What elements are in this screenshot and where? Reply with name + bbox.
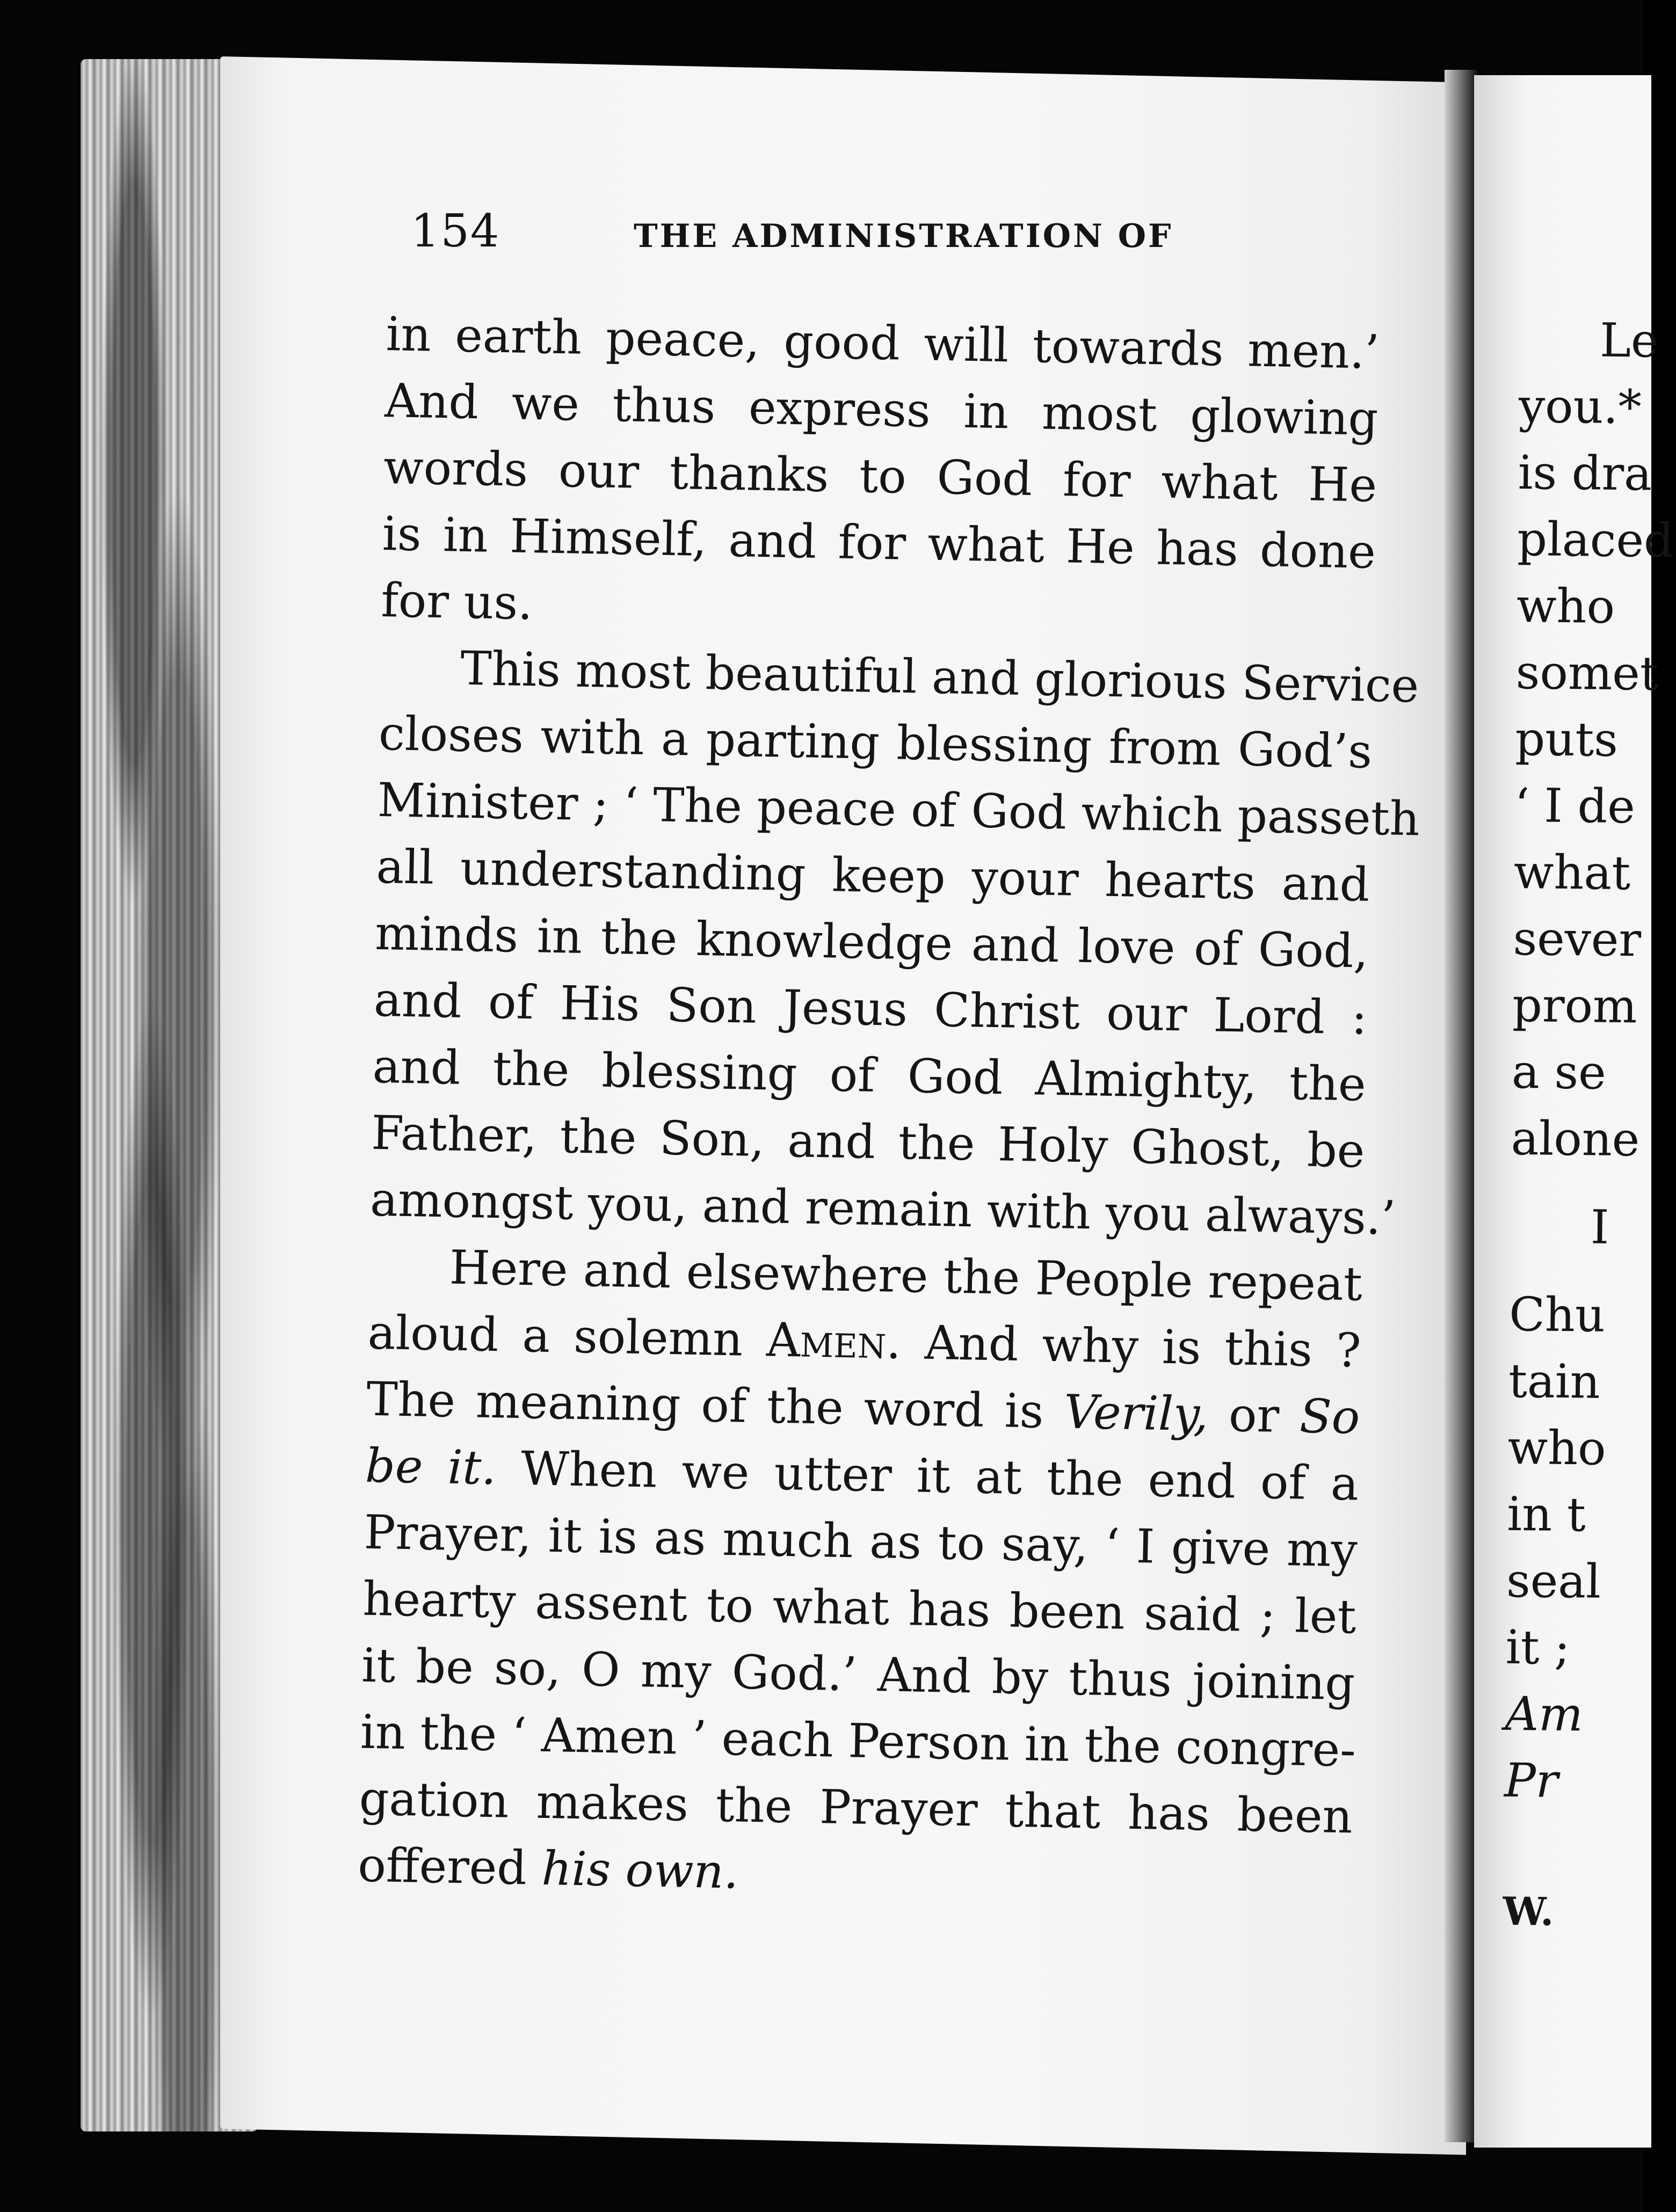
text-fragment: his own. — [541, 1840, 739, 1900]
text-line: words our thanks to God for what He — [383, 439, 1377, 513]
right-page-line: who — [1507, 1420, 1607, 1476]
text-fragment: . And why is this ? — [886, 1314, 1362, 1378]
text-line: gation makes the Prayer that has been — [358, 1771, 1353, 1844]
page-header — [411, 204, 1179, 263]
text-line: Prayer, it is as much as to say, ‘ I give my — [364, 1504, 1358, 1578]
text-line: Minister ; ‘ The peace of God which passeth — [377, 772, 1420, 847]
right-page-line: a se — [1511, 1044, 1607, 1100]
book-gutter — [1445, 70, 1477, 2142]
right-page-line: in t — [1506, 1486, 1586, 1542]
right-page-line: you.* — [1518, 378, 1642, 435]
right-page-line: who — [1516, 578, 1615, 634]
right-page-line: tain — [1508, 1353, 1601, 1409]
right-page-line: Le — [1599, 312, 1659, 368]
right-page-line: sever — [1513, 911, 1642, 967]
right-page-line: Am — [1505, 1686, 1584, 1742]
right-page-line: W. — [1503, 1888, 1554, 1934]
text-fragment: So — [1299, 1388, 1361, 1445]
right-page-line: alone — [1511, 1110, 1640, 1167]
text-fragment: When we utter it at the end of a — [496, 1440, 1359, 1511]
text-line: Here and elsewhere the People repeat — [449, 1240, 1363, 1312]
text-line: and of His Son Jesus Christ our Lord : — [373, 972, 1368, 1045]
right-page-line: ‘ I de — [1514, 777, 1636, 834]
text-line: is in Himself, and for what He has done — [382, 506, 1376, 579]
right-page-line: what — [1513, 844, 1631, 901]
right-page-line: seal — [1506, 1553, 1601, 1609]
text-fragment: or — [1208, 1387, 1301, 1444]
text-fragment: aloud a solemn — [367, 1305, 767, 1367]
right-page-line: prom — [1512, 977, 1638, 1034]
text-fragment: Amen — [766, 1312, 887, 1370]
page-number: 154 — [411, 205, 500, 257]
text-fragment: offered — [357, 1837, 542, 1896]
right-page-line: Pr — [1504, 1752, 1558, 1808]
text-line: This most beautiful and glorious Service — [460, 641, 1420, 714]
right-page-line: Chu — [1508, 1286, 1606, 1343]
text-line: and the blessing of God Almighty, the — [372, 1038, 1367, 1112]
text-line: hearty assent to what has been said ; let — [362, 1571, 1357, 1645]
running-head: THE ADMINISTRATION OF — [634, 217, 1173, 255]
text-line: in the ‘ Amen ’ each Person in the congre- — [360, 1704, 1356, 1778]
right-page-text-fragment — [1503, 306, 1674, 1946]
text-line: amongst you, and remain with you always.’ — [369, 1172, 1397, 1246]
right-page-line: puts — [1515, 711, 1619, 767]
text-line: in earth peace, good will towards men.’ — [385, 306, 1380, 380]
text-line: it be so, O my God.’ And by thus joining — [361, 1638, 1356, 1711]
right-page-line: somet — [1515, 644, 1659, 701]
right-page-line: placed — [1517, 511, 1674, 569]
right-page-line: I — [1590, 1199, 1609, 1255]
text-fragment: be it. — [365, 1438, 497, 1496]
right-page-line: it ; — [1505, 1619, 1571, 1676]
text-line: closes with a parting blessing from God’s — [378, 705, 1373, 779]
text-line: minds in the knowledge and love of God, — [374, 905, 1369, 979]
text-line: for us. — [380, 572, 533, 631]
right-page-line: is dra — [1518, 445, 1652, 501]
text-fragment: Verily, — [1063, 1384, 1209, 1442]
text-line: all understanding keep your hearts and — [375, 839, 1370, 912]
text-fragment: The meaning of the word is — [366, 1371, 1065, 1439]
text-line: Father, the Son, and the Holy Ghost, be — [371, 1105, 1366, 1178]
left-page-text — [357, 301, 1420, 1916]
text-line: And we thus express in most glowing — [384, 373, 1379, 446]
